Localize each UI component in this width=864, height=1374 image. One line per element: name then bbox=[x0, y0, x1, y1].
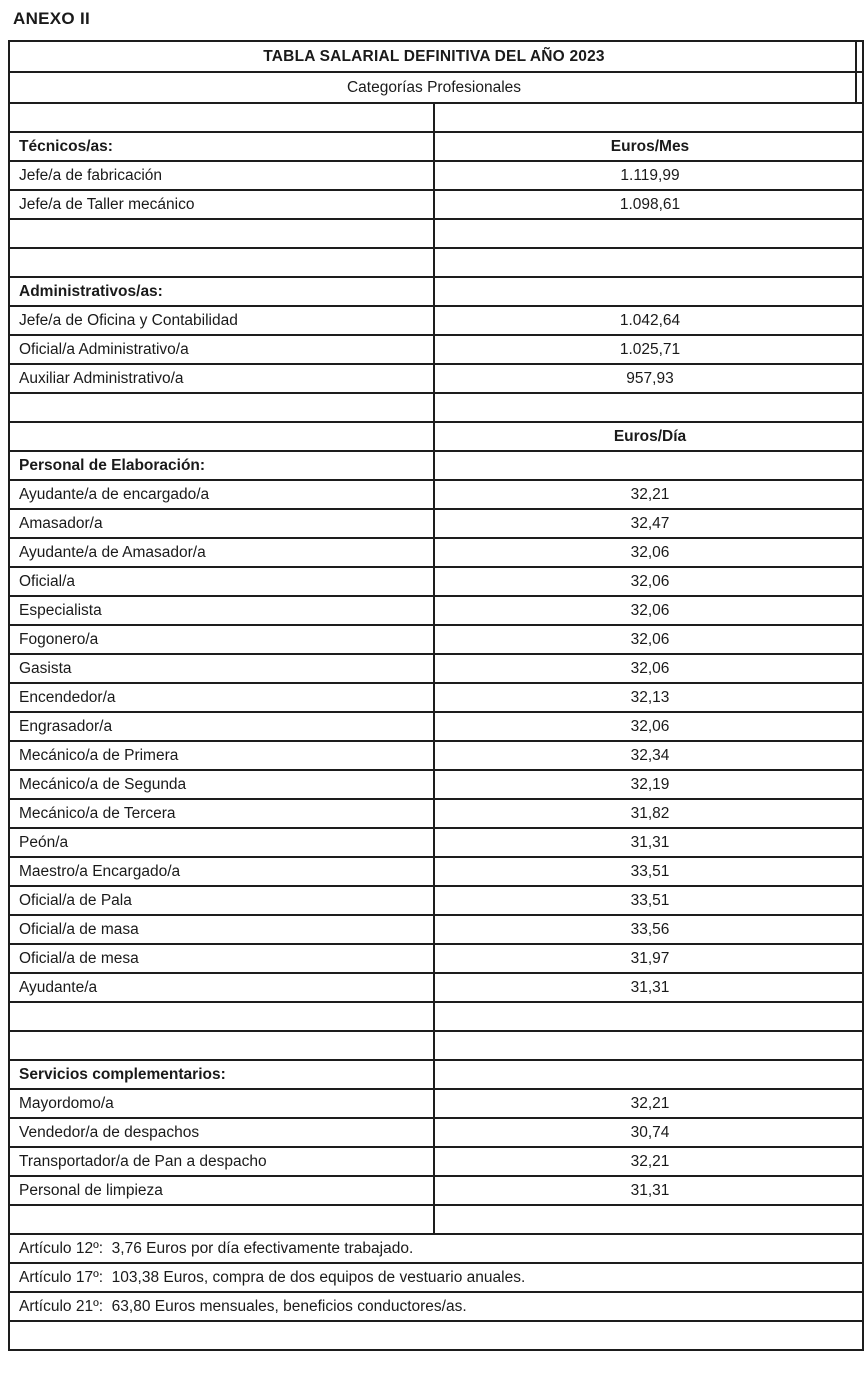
data-row bbox=[9, 509, 863, 538]
blank-cell bbox=[434, 1002, 863, 1031]
blank-cell bbox=[9, 422, 434, 451]
blank-cell bbox=[9, 393, 434, 422]
value-cell: 32,21 bbox=[434, 1089, 863, 1118]
blank-row bbox=[9, 219, 863, 248]
section-header: Servicios complementarios: bbox=[9, 1060, 434, 1089]
value-cell: 33,51 bbox=[434, 886, 863, 915]
data-row bbox=[9, 538, 863, 567]
article-row bbox=[9, 1234, 863, 1263]
data-row bbox=[9, 625, 863, 654]
value-cell: 31,31 bbox=[434, 973, 863, 1002]
blank-row bbox=[9, 1321, 863, 1350]
blank-row bbox=[9, 1031, 863, 1060]
section-header-row bbox=[9, 132, 863, 161]
data-row bbox=[9, 654, 863, 683]
category-cell: Oficial/a Administrativo/a bbox=[9, 335, 434, 364]
section-header: Personal de Elaboración: bbox=[9, 451, 434, 480]
category-cell: Jefe/a de Taller mecánico bbox=[9, 190, 434, 219]
category-cell: Fogonero/a bbox=[9, 625, 434, 654]
blank-cell bbox=[434, 1060, 863, 1089]
data-row bbox=[9, 886, 863, 915]
blank-cell bbox=[9, 103, 434, 132]
blank-cell bbox=[9, 1031, 434, 1060]
section-header-row bbox=[9, 277, 863, 306]
table-title: TABLA SALARIAL DEFINITIVA DEL AÑO 2023 bbox=[9, 41, 856, 72]
data-row bbox=[9, 770, 863, 799]
category-cell: Maestro/a Encargado/a bbox=[9, 857, 434, 886]
blank-cell bbox=[9, 1321, 863, 1350]
narrow-spacer-cell bbox=[856, 72, 863, 103]
blank-row bbox=[9, 1002, 863, 1031]
narrow-spacer-cell bbox=[856, 41, 863, 72]
value-cell: 1.042,64 bbox=[434, 306, 863, 335]
blank-cell bbox=[434, 1031, 863, 1060]
value-cell: 32,06 bbox=[434, 596, 863, 625]
value-cell: 31,97 bbox=[434, 944, 863, 973]
data-row bbox=[9, 944, 863, 973]
data-row bbox=[9, 1147, 863, 1176]
value-cell: 32,21 bbox=[434, 480, 863, 509]
category-cell: Jefe/a de Oficina y Contabilidad bbox=[9, 306, 434, 335]
value-cell: 32,13 bbox=[434, 683, 863, 712]
value-cell: 33,56 bbox=[434, 915, 863, 944]
category-cell: Especialista bbox=[9, 596, 434, 625]
category-cell: Oficial/a de mesa bbox=[9, 944, 434, 973]
unit-header-row bbox=[9, 422, 863, 451]
data-row bbox=[9, 712, 863, 741]
value-cell: 32,06 bbox=[434, 625, 863, 654]
unit-header: Euros/Mes bbox=[434, 132, 863, 161]
category-cell: Jefe/a de fabricación bbox=[9, 161, 434, 190]
data-row bbox=[9, 828, 863, 857]
blank-cell bbox=[434, 1205, 863, 1234]
article-row bbox=[9, 1292, 863, 1321]
value-cell: 32,19 bbox=[434, 770, 863, 799]
category-cell: Ayudante/a de Amasador/a bbox=[9, 538, 434, 567]
salary-table bbox=[8, 40, 864, 1351]
annex-title: ANEXO II bbox=[13, 9, 91, 28]
value-cell: 30,74 bbox=[434, 1118, 863, 1147]
value-cell: 32,21 bbox=[434, 1147, 863, 1176]
article-text: Artículo 21º: 63,80 Euros mensuales, beneficios conductores/as. bbox=[9, 1292, 863, 1321]
category-cell: Mayordomo/a bbox=[9, 1089, 434, 1118]
value-cell: 33,51 bbox=[434, 857, 863, 886]
category-cell: Engrasador/a bbox=[9, 712, 434, 741]
blank-cell bbox=[434, 248, 863, 277]
data-row bbox=[9, 364, 863, 393]
table-subtitle: Categorías Profesionales bbox=[9, 72, 856, 103]
category-cell: Encendedor/a bbox=[9, 683, 434, 712]
section-header-row bbox=[9, 451, 863, 480]
value-cell: 31,82 bbox=[434, 799, 863, 828]
data-row bbox=[9, 335, 863, 364]
category-cell: Amasador/a bbox=[9, 509, 434, 538]
section-header: Administrativos/as: bbox=[9, 277, 434, 306]
value-cell: 1.119,99 bbox=[434, 161, 863, 190]
blank-row bbox=[9, 103, 863, 132]
blank-row bbox=[9, 1205, 863, 1234]
blank-cell bbox=[9, 1002, 434, 1031]
value-cell: 957,93 bbox=[434, 364, 863, 393]
data-row bbox=[9, 683, 863, 712]
category-cell: Ayudante/a de encargado/a bbox=[9, 480, 434, 509]
data-row bbox=[9, 741, 863, 770]
category-cell: Oficial/a de Pala bbox=[9, 886, 434, 915]
blank-cell bbox=[9, 219, 434, 248]
data-row bbox=[9, 799, 863, 828]
value-cell: 32,47 bbox=[434, 509, 863, 538]
data-row bbox=[9, 306, 863, 335]
blank-cell bbox=[434, 277, 863, 306]
blank-cell bbox=[9, 248, 434, 277]
table-subtitle-row bbox=[9, 72, 863, 103]
blank-cell bbox=[434, 103, 863, 132]
data-row bbox=[9, 973, 863, 1002]
category-cell: Personal de limpieza bbox=[9, 1176, 434, 1205]
table-title-row bbox=[9, 41, 863, 72]
data-row bbox=[9, 480, 863, 509]
blank-cell bbox=[9, 1205, 434, 1234]
data-row bbox=[9, 915, 863, 944]
category-cell: Mecánico/a de Tercera bbox=[9, 799, 434, 828]
data-row bbox=[9, 161, 863, 190]
blank-cell bbox=[434, 219, 863, 248]
unit-header: Euros/Día bbox=[434, 422, 863, 451]
section-header-row bbox=[9, 1060, 863, 1089]
article-text: Artículo 12º: 3,76 Euros por día efectivamente trabajado. bbox=[9, 1234, 863, 1263]
category-cell: Ayudante/a bbox=[9, 973, 434, 1002]
blank-cell bbox=[434, 451, 863, 480]
value-cell: 1.025,71 bbox=[434, 335, 863, 364]
article-row bbox=[9, 1263, 863, 1292]
category-cell: Oficial/a bbox=[9, 567, 434, 596]
value-cell: 32,06 bbox=[434, 654, 863, 683]
value-cell: 32,06 bbox=[434, 567, 863, 596]
value-cell: 31,31 bbox=[434, 1176, 863, 1205]
value-cell: 32,06 bbox=[434, 712, 863, 741]
category-cell: Auxiliar Administrativo/a bbox=[9, 364, 434, 393]
data-row bbox=[9, 1118, 863, 1147]
data-row bbox=[9, 1089, 863, 1118]
category-cell: Mecánico/a de Primera bbox=[9, 741, 434, 770]
section-header: Técnicos/as: bbox=[9, 132, 434, 161]
data-row bbox=[9, 567, 863, 596]
blank-row bbox=[9, 393, 863, 422]
data-row bbox=[9, 857, 863, 886]
category-cell: Mecánico/a de Segunda bbox=[9, 770, 434, 799]
value-cell: 32,06 bbox=[434, 538, 863, 567]
category-cell: Gasista bbox=[9, 654, 434, 683]
blank-cell bbox=[434, 393, 863, 422]
category-cell: Peón/a bbox=[9, 828, 434, 857]
category-cell: Oficial/a de masa bbox=[9, 915, 434, 944]
data-row bbox=[9, 190, 863, 219]
article-text: Artículo 17º: 103,38 Euros, compra de dos equipos de vestuario anuales. bbox=[9, 1263, 863, 1292]
value-cell: 31,31 bbox=[434, 828, 863, 857]
blank-row bbox=[9, 248, 863, 277]
data-row bbox=[9, 1176, 863, 1205]
category-cell: Vendedor/a de despachos bbox=[9, 1118, 434, 1147]
value-cell: 32,34 bbox=[434, 741, 863, 770]
category-cell: Transportador/a de Pan a despacho bbox=[9, 1147, 434, 1176]
data-row bbox=[9, 596, 863, 625]
value-cell: 1.098,61 bbox=[434, 190, 863, 219]
